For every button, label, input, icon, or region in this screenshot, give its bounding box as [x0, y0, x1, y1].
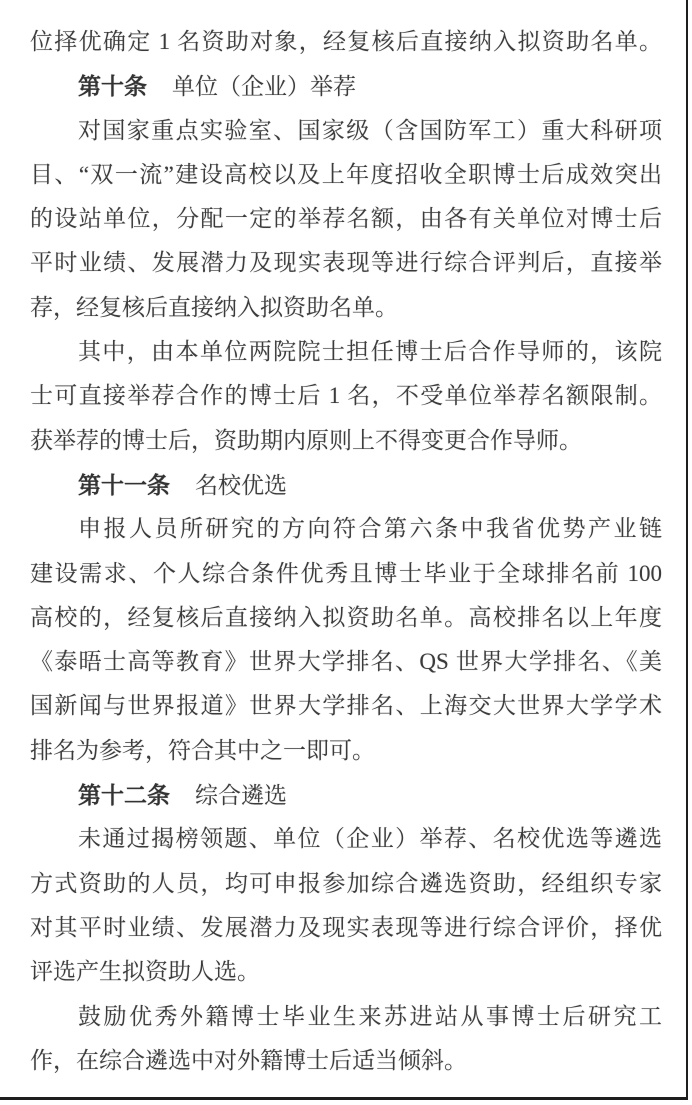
text-line: 士可直接举荐合作的博士后 1 名，不受单位举荐名额限制。 [30, 383, 662, 409]
article-heading [30, 773, 662, 817]
text-line: 获举荐的博士后，资助期内原则上不得变更合作导师。 [30, 427, 582, 453]
text-line: 未通过揭榜领题、单位（企业）举荐、名校优选等遴选 [78, 826, 662, 852]
article-title: 综合遴选 [195, 783, 287, 809]
text-line: 高校的，经复核后直接纳入拟资助名单。高校排名以上年度 [30, 604, 662, 630]
text-line: 目、“双一流”建设高校以及上年度招收全职博士后成效突出 [30, 161, 662, 187]
text-line: 位择优确定 1 名资助对象，经复核后直接纳入拟资助名单。 [30, 29, 662, 54]
page-bottom-border [0, 1097, 688, 1100]
article-heading [30, 64, 662, 108]
article-number: 第十条 [78, 73, 147, 100]
page-right-border [686, 0, 688, 1100]
text-line: 平时业绩、发展潜力及现实表现等进行综合评判后，直接举 [30, 250, 662, 276]
text-line: 作，在综合遴选中对外籍博士后适当倾斜。 [30, 1047, 467, 1073]
article-number: 第十二条 [78, 782, 170, 809]
article-number: 第十一条 [78, 471, 170, 498]
text-line: 的设站单位，分配一定的举荐名额，由各有关单位对博士后 [30, 206, 662, 232]
article-heading [30, 463, 662, 507]
text-line: 建设需求、个人综合条件优秀且博士毕业于全球排名前 100 [30, 560, 662, 586]
text-line: 对其平时业绩、发展潜力及现实表现等进行综合评价，择优 [30, 914, 662, 940]
article-title: 单位（企业）举荐 [172, 74, 356, 100]
text-line: 申报人员所研究的方向符合第六条中我省优势产业链 [78, 516, 662, 542]
text-line: 《泰晤士高等教育》世界大学排名、QS 世界大学排名、《美 [30, 649, 662, 675]
text-line: 评选产生拟资助人选。 [30, 959, 260, 985]
article-title: 名校优选 [195, 472, 287, 498]
document-body [30, 20, 662, 1083]
text-line: 方式资助的人员，均可申报参加综合遴选资助，经组织专家 [30, 870, 662, 896]
text-line: 排名为参考，符合其中之一即可。 [30, 737, 375, 763]
text-line: 其中，由本单位两院院士担任博士后合作导师的，该院 [78, 339, 662, 365]
text-line: 对国家重点实验室、国家级（含国防军工）重大科研项 [78, 117, 662, 143]
text-line: 国新闻与世界报道》世界大学排名、上海交大世界大学学术 [30, 693, 662, 719]
text-line: 鼓励优秀外籍博士毕业生来苏进站从事博士后研究工 [78, 1003, 662, 1029]
text-line: 荐，经复核后直接纳入拟资助名单。 [30, 294, 398, 320]
